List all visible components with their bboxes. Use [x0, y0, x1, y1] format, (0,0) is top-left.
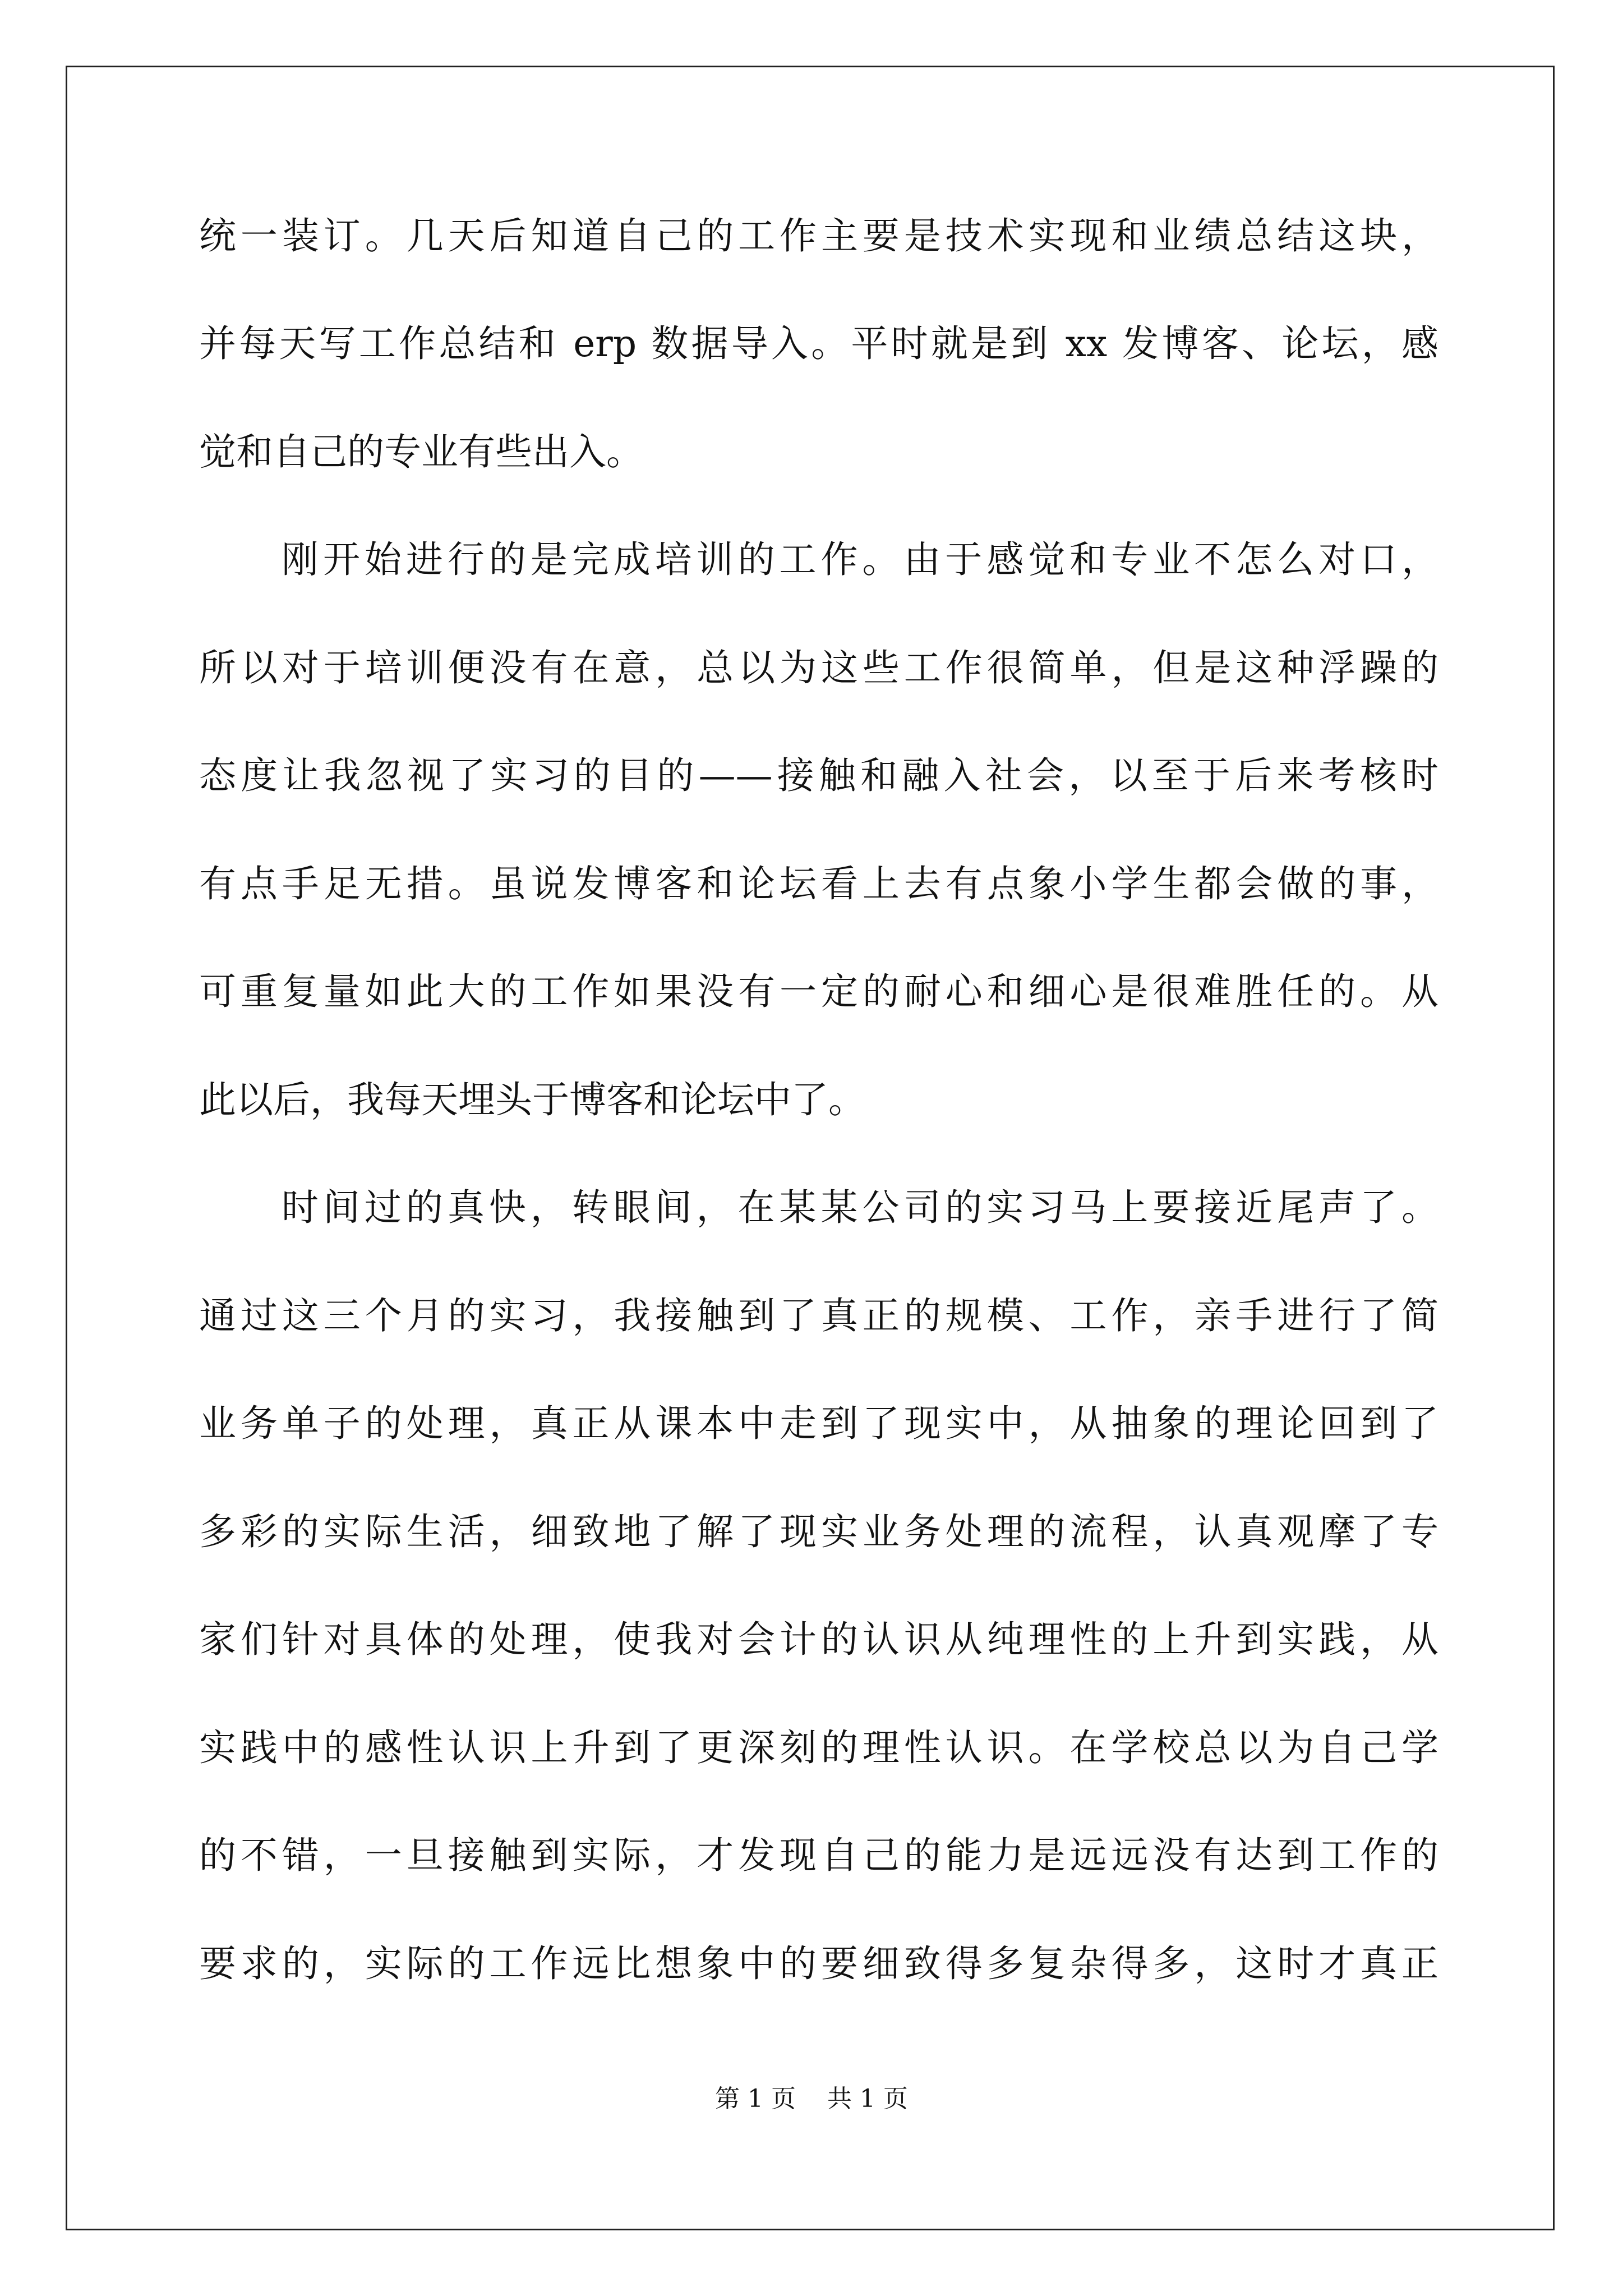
text-line: 多彩的实际生活，细致地了解了现实业务处理的流程，认真观摩了专	[199, 1510, 1438, 1553]
text-line: 统一装订。几天后知道自己的工作主要是技术实现和业绩总结这块，	[199, 214, 1438, 257]
text-line: 通过这三个月的实习，我接触到了真正的规模、工作，亲手进行了简	[199, 1294, 1438, 1337]
text-line: 此以后，我每天埋头于博客和论坛中了。	[199, 1078, 865, 1121]
text-line: 态度让我忽视了实习的目的——接触和融入社会，以至于后来考核时	[199, 754, 1438, 797]
text-line: 要求的，实际的工作远比想象中的要细致得多复杂得多，这时才真正	[199, 1942, 1438, 1985]
text-line: 业务单子的处理，真正从课本中走到了现实中，从抽象的理论回到了	[199, 1402, 1438, 1445]
text-line: 时间过的真快，转眼间，在某某公司的实习马上要接近尾声了。	[282, 1186, 1438, 1229]
page-border	[66, 66, 1555, 2230]
text-line: 的不错，一旦接触到实际，才发现自己的能力是远远没有达到工作的	[199, 1834, 1438, 1877]
text-line: 可重复量如此大的工作如果没有一定的耐心和细心是很难胜任的。从	[199, 970, 1438, 1013]
page-number: 第 1 页	[715, 2085, 796, 2113]
text-line: 有点手足无措。虽说发博客和论坛看上去有点象小学生都会做的事，	[199, 862, 1438, 905]
text-line: 实践中的感性认识上升到了更深刻的理性认识。在学校总以为自己学	[199, 1726, 1438, 1769]
text-line: 所以对于培训便没有在意，总以为这些工作很简单，但是这种浮躁的	[199, 646, 1438, 689]
page-footer	[0, 2087, 1623, 2111]
text-line: 家们针对具体的处理，使我对会计的认识从纯理性的上升到实践，从	[199, 1618, 1438, 1661]
text-line: 并每天写工作总结和 erp 数据导入。平时就是到 xx 发博客、论坛，感	[199, 322, 1438, 365]
text-line: 觉和自己的专业有些出入。	[199, 430, 643, 473]
page-total: 共 1 页	[827, 2085, 908, 2113]
text-line: 刚开始进行的是完成培训的工作。由于感觉和专业不怎么对口，	[282, 538, 1438, 581]
